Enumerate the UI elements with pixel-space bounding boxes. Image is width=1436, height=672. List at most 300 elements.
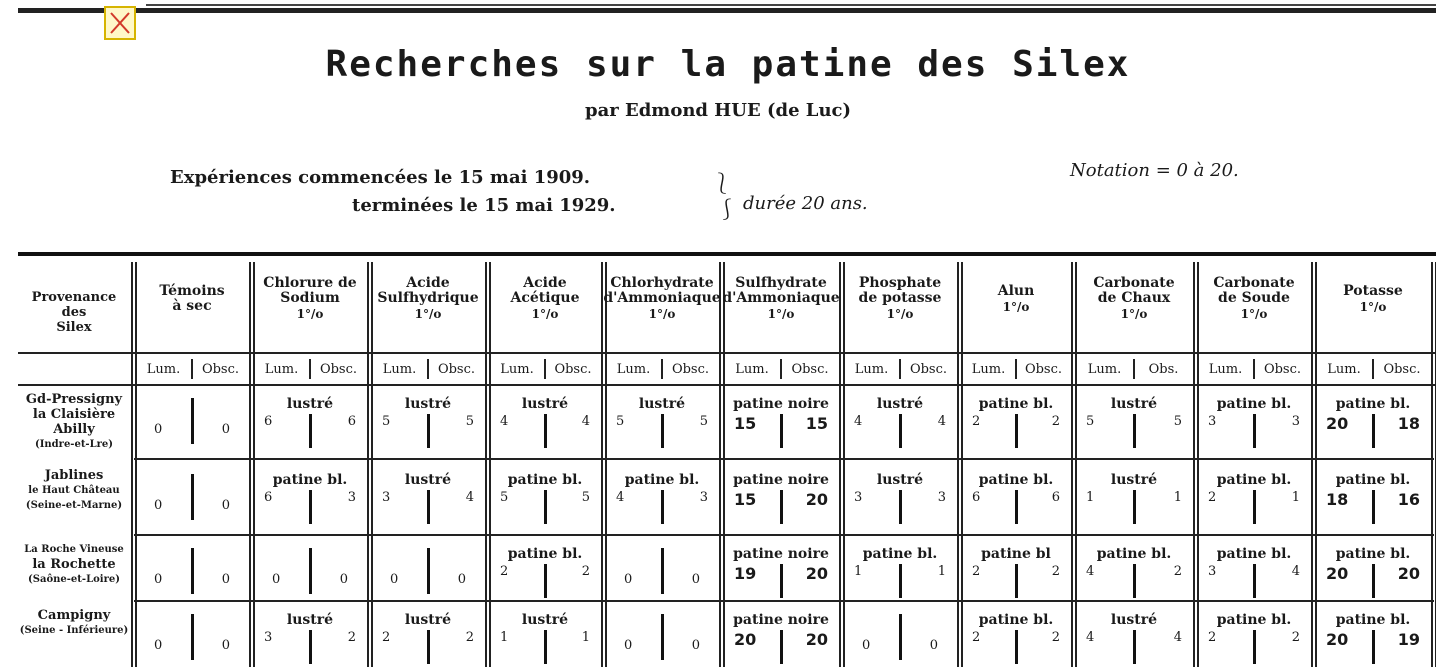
cell-divider: [1372, 564, 1375, 598]
cell-obsc-value: 2: [1173, 564, 1182, 579]
cell-divider: [427, 490, 430, 524]
column-header: [1198, 276, 1310, 356]
cell-obsc-value: 3: [1291, 414, 1300, 429]
cell-label: patine bl.: [978, 612, 1054, 628]
column-header-line: Chlorure de: [263, 275, 357, 291]
subheader-obsc: Obsc.: [909, 361, 948, 377]
cell-obsc-value: 5: [581, 490, 590, 505]
cell-lum-value: 1: [500, 630, 509, 645]
column-header: [844, 276, 956, 356]
page-title: Recherches sur la patine des Silex: [325, 44, 1131, 85]
cell-lum-value: 15: [734, 414, 757, 433]
cell-divider: [1133, 414, 1136, 448]
cell-divider: [191, 548, 194, 594]
column-subheader: [844, 357, 956, 381]
cell-obsc-value: 1: [1291, 490, 1300, 505]
cell-divider: [191, 474, 194, 520]
cell-obsc-value: 2: [347, 630, 356, 645]
cell-divider: [1253, 414, 1256, 448]
experiment-start: Expériences commencées le 15 mai 1909.: [170, 167, 591, 188]
table-cell: [1318, 396, 1428, 456]
column-header-line: Acétique: [510, 290, 580, 306]
row-label-line: le Haut Château: [28, 485, 120, 496]
cell-label: patine bl.: [862, 546, 938, 562]
cell-divider: [544, 414, 547, 448]
brace-bottom: ⎰: [717, 197, 737, 221]
table-cell: [1078, 396, 1190, 456]
subheader-obsc: Obsc.: [437, 361, 476, 377]
cell-obsc-value: 2: [1051, 414, 1060, 429]
row-rule: [134, 458, 1434, 460]
column-subheader: [490, 357, 600, 381]
row-header-title-line: Provenance: [31, 290, 117, 305]
cell-divider: [1372, 414, 1375, 448]
cell-lum-value: 0: [624, 638, 633, 653]
cell-divider: [1372, 630, 1375, 664]
cell-lum-value: 0: [862, 638, 871, 653]
table-cell: [1318, 472, 1428, 532]
header-rule: [18, 384, 1436, 386]
cell-lum-value: 5: [500, 490, 509, 505]
cell-label: lustré: [404, 612, 452, 628]
subheader-lum: Lum.: [382, 361, 417, 377]
subheader-lum: Lum.: [500, 361, 534, 377]
column-separator: [1431, 262, 1436, 667]
cell-obsc-value: 5: [1173, 414, 1182, 429]
column-header: [136, 284, 248, 364]
cell-lum-value: 2: [500, 564, 509, 579]
cell-obsc-value: 2: [465, 630, 474, 645]
subheader-obsc: Obs.: [1148, 361, 1179, 377]
column-subheader: [724, 357, 838, 381]
cell-divider: [899, 564, 902, 598]
cell-obsc-value: 1: [937, 564, 946, 579]
subheader-lum: Lum.: [1087, 361, 1122, 377]
cell-obsc-value: 20: [805, 630, 828, 649]
cell-label: patine bl.: [1335, 612, 1411, 628]
subheader-obsc: Obsc.: [1383, 361, 1421, 377]
cell-lum-value: 2: [972, 414, 981, 429]
cell-divider: [661, 414, 664, 448]
cell-obsc-value: 3: [699, 490, 708, 505]
cell-obsc-value: 0: [929, 638, 938, 653]
cell-label: lustré: [521, 612, 569, 628]
cell-obsc-value: 3: [937, 490, 946, 505]
cell-lum-value: 0: [154, 572, 163, 587]
column-header: [254, 276, 366, 356]
column-subheader: [606, 357, 718, 381]
table-cell: [374, 546, 482, 606]
column-header: [490, 276, 600, 356]
cell-divider: [1253, 630, 1256, 664]
table-top-rule: [18, 252, 1436, 256]
cell-lum-value: 20: [1326, 630, 1349, 649]
column-header-line: 1°/o: [296, 307, 324, 321]
column-header: [603, 275, 721, 356]
top-rule: [18, 8, 1436, 13]
table-cell: [726, 546, 836, 606]
cell-lum-value: 18: [1326, 490, 1349, 509]
cell-label: patine bl: [981, 546, 1051, 562]
cell-divider: [780, 490, 783, 524]
cell-lum-value: 4: [854, 414, 863, 429]
column-subheader: [254, 357, 366, 381]
cell-obsc-value: 0: [457, 572, 466, 587]
table-cell: [1078, 472, 1190, 532]
cell-divider: [309, 414, 312, 448]
table-cell: [256, 472, 364, 532]
cell-divider: [780, 564, 783, 598]
table-cell: [138, 396, 246, 456]
column-header-line: Sodium: [280, 290, 340, 306]
table-cell: [846, 612, 954, 672]
cell-obsc-value: 2: [1291, 630, 1300, 645]
cell-divider: [1015, 414, 1018, 448]
cell-obsc-value: 4: [1291, 564, 1300, 579]
row-label-line: (Seine-et-Marne): [25, 500, 123, 511]
cell-label: patine bl.: [978, 396, 1054, 412]
cell-label: patine bl.: [272, 472, 348, 488]
column-header-line: de Soude: [1218, 290, 1290, 306]
cell-divider: [544, 490, 547, 524]
column-header-line: Témoins: [159, 283, 225, 299]
cell-divider: [1133, 564, 1136, 598]
column-header-line: 1°/o: [648, 307, 676, 321]
cell-divider: [1133, 490, 1136, 524]
cell-lum-value: 2: [1208, 630, 1217, 645]
subheader-lum: Lum.: [854, 361, 889, 377]
cell-label: patine bl.: [507, 472, 583, 488]
column-header-line: Acide: [406, 275, 450, 291]
cell-divider: [780, 630, 783, 664]
row-rule: [134, 600, 1434, 602]
column-header-line: Chlorhydrate: [610, 275, 714, 291]
cell-divider: [661, 490, 664, 524]
subheader-lum: Lum.: [1327, 361, 1361, 377]
cell-label: lustré: [286, 396, 334, 412]
row-label-line: (Saône-et-Loire): [28, 574, 120, 585]
table-cell: [726, 612, 836, 672]
cell-lum-value: 4: [616, 490, 625, 505]
cell-label: lustré: [1110, 396, 1158, 412]
cell-divider: [1015, 630, 1018, 664]
column-subheader: [372, 357, 484, 381]
cell-divider: [1372, 490, 1375, 524]
row-header-title-line: Silex: [56, 320, 92, 335]
row-label-line: Jablines: [44, 468, 104, 483]
cell-lum-value: 4: [500, 414, 509, 429]
column-header-line: 1°/o: [1240, 307, 1268, 321]
cell-obsc-value: 20: [805, 564, 828, 583]
cell-obsc-value: 3: [347, 490, 356, 505]
subheader-obsc: Obsc.: [1263, 361, 1302, 377]
cell-divider: [309, 490, 312, 524]
table-cell: [846, 396, 954, 456]
table-cell: [608, 612, 716, 672]
subheader-lum: Lum.: [146, 361, 181, 377]
cell-divider: [309, 630, 312, 664]
subheader-lum: Lum.: [616, 361, 651, 377]
close-button[interactable]: [104, 6, 136, 40]
row-label: [18, 542, 130, 587]
cell-divider: [661, 548, 664, 594]
table-cell: [1078, 546, 1190, 606]
cell-obsc-value: 2: [1051, 564, 1060, 579]
cell-lum-value: 4: [1086, 564, 1095, 579]
cell-obsc-value: 2: [1051, 630, 1060, 645]
cell-lum-value: 6: [972, 490, 981, 505]
cell-obsc-value: 19: [1397, 630, 1420, 649]
column-header-line: Potasse: [1343, 283, 1403, 299]
cell-divider: [780, 414, 783, 448]
table-cell: [1200, 546, 1308, 606]
experiment-duration: durée 20 ans.: [743, 193, 868, 214]
cell-divider: [1015, 564, 1018, 598]
cell-obsc-value: 5: [465, 414, 474, 429]
table-cell: [608, 472, 716, 532]
cell-divider: [899, 614, 902, 660]
experiment-end: terminées le 15 mai 1929.: [352, 195, 616, 216]
cell-label: patine bl.: [1335, 546, 1411, 562]
column-header-line: Phosphate: [858, 275, 942, 291]
column-header-line: 1°/o: [1359, 300, 1387, 314]
row-label-line: Gd-Pressigny: [25, 392, 123, 407]
cell-lum-value: 1: [1086, 490, 1095, 505]
cell-label: patine bl.: [1096, 546, 1172, 562]
column-header-line: Sulfhydrate: [735, 275, 827, 291]
table-cell: [138, 612, 246, 672]
cell-label: patine bl.: [1216, 472, 1292, 488]
cell-obsc-value: 0: [691, 638, 700, 653]
cell-lum-value: 0: [154, 638, 163, 653]
cell-obsc-value: 0: [221, 572, 230, 587]
brace-top: ⎱: [712, 171, 732, 195]
author-line: par Edmond HUE (de Luc): [584, 100, 852, 121]
table-cell: [138, 546, 246, 606]
cell-obsc-value: 15: [805, 414, 828, 433]
cell-label: lustré: [1110, 472, 1158, 488]
cell-obsc-value: 20: [805, 490, 828, 509]
table-cell: [726, 472, 836, 532]
cell-lum-value: 6: [264, 414, 273, 429]
column-subheader: [1198, 357, 1310, 381]
cell-obsc-value: 0: [691, 572, 700, 587]
column-header-line: Acide: [523, 275, 567, 291]
table-cell: [608, 396, 716, 456]
row-label: [18, 608, 130, 638]
row-label-line: (Indre-et-Lre): [35, 439, 113, 450]
table-cell: [492, 472, 598, 532]
cell-label: patine bl.: [1216, 546, 1292, 562]
row-label: [18, 392, 130, 452]
cell-obsc-value: 6: [347, 414, 356, 429]
cell-divider: [899, 414, 902, 448]
subheader-lum: Lum.: [1208, 361, 1243, 377]
subheader-obsc: Obsc.: [671, 361, 710, 377]
cell-lum-value: 0: [390, 572, 399, 587]
table-cell: [374, 472, 482, 532]
cell-lum-value: 3: [264, 630, 273, 645]
cell-divider: [427, 548, 430, 594]
cell-label: patine bl.: [1216, 612, 1292, 628]
table-cell: [374, 612, 482, 672]
cell-label: patine bl.: [978, 472, 1054, 488]
cell-label: lustré: [1110, 612, 1158, 628]
cell-label: patine bl.: [507, 546, 583, 562]
column-header-line: de potasse: [858, 290, 942, 306]
row-label-line: la Rochette: [32, 557, 116, 572]
cell-lum-value: 20: [1326, 564, 1349, 583]
subheader-lum: Lum.: [971, 361, 1006, 377]
table-cell: [964, 396, 1068, 456]
cell-lum-value: 4: [1086, 630, 1095, 645]
cell-lum-value: 5: [616, 414, 625, 429]
cell-label: lustré: [638, 396, 686, 412]
cell-divider: [427, 630, 430, 664]
table-cell: [1200, 472, 1308, 532]
cell-obsc-value: 0: [221, 498, 230, 513]
row-label-line: la Claisière: [32, 407, 116, 422]
top-rule-thin: [146, 4, 1436, 6]
column-header-line: 1°/o: [531, 307, 559, 321]
column-header: [372, 276, 484, 356]
row-label-line: La Roche Vineuse: [24, 544, 124, 555]
table-cell: [1200, 396, 1308, 456]
subheader-obsc: Obsc.: [201, 361, 240, 377]
cell-divider: [191, 614, 194, 660]
cell-lum-value: 0: [154, 422, 163, 437]
column-header: [724, 276, 838, 356]
column-header: [1316, 284, 1430, 364]
row-label-line: Abilly: [53, 422, 95, 437]
column-header: [1076, 276, 1192, 356]
cell-lum-value: 20: [734, 630, 757, 649]
cell-lum-value: 19: [734, 564, 757, 583]
column-header-line: Alun: [997, 283, 1035, 299]
column-header-line: Sulfhydrique: [377, 290, 479, 306]
cell-obsc-value: 16: [1397, 490, 1420, 509]
subheader-obsc: Obsc.: [319, 361, 358, 377]
cell-obsc-value: 4: [937, 414, 946, 429]
cell-obsc-value: 4: [1173, 630, 1182, 645]
column-subheader: [1316, 357, 1430, 381]
cell-obsc-value: 20: [1397, 564, 1420, 583]
table-cell: [1078, 612, 1190, 672]
column-header-line: 1°/o: [767, 307, 795, 321]
row-header-title-line: des: [61, 305, 87, 320]
row-label-line: Campigny: [37, 608, 111, 623]
cell-label: patine noire: [733, 546, 829, 562]
cell-obsc-value: 18: [1397, 414, 1420, 433]
table-cell: [1200, 612, 1308, 672]
cell-label: lustré: [286, 612, 334, 628]
cell-lum-value: 3: [854, 490, 863, 505]
table-cell: [846, 546, 954, 606]
column-header-line: Carbonate: [1213, 275, 1295, 291]
cell-lum-value: 2: [972, 630, 981, 645]
cell-lum-value: 6: [264, 490, 273, 505]
table-cell: [726, 396, 836, 456]
cell-obsc-value: 4: [581, 414, 590, 429]
cell-obsc-value: 6: [1051, 490, 1060, 505]
column-header-line: Carbonate: [1093, 275, 1175, 291]
row-rule: [134, 534, 1434, 536]
cell-label: patine bl.: [624, 472, 700, 488]
close-icon: [108, 10, 132, 36]
cell-obsc-value: 5: [699, 414, 708, 429]
column-header-line: 1°/o: [886, 307, 914, 321]
row-header-title: [18, 290, 130, 370]
column-subheader: [962, 357, 1070, 381]
table-cell: [964, 472, 1068, 532]
cell-label: patine noire: [733, 612, 829, 628]
column-subheader: [136, 357, 248, 381]
cell-lum-value: 5: [1086, 414, 1095, 429]
cell-divider: [544, 564, 547, 598]
cell-label: lustré: [876, 396, 924, 412]
cell-lum-value: 1: [854, 564, 863, 579]
cell-label: lustré: [876, 472, 924, 488]
cell-divider: [191, 398, 194, 444]
cell-lum-value: 3: [1208, 414, 1217, 429]
cell-lum-value: 0: [154, 498, 163, 513]
cell-divider: [899, 490, 902, 524]
column-header-line: d'Ammoniaque: [603, 290, 721, 306]
cell-lum-value: 0: [624, 572, 633, 587]
cell-obsc-value: 0: [339, 572, 348, 587]
column-header-line: à sec: [172, 298, 212, 314]
column-header-line: d'Ammoniaque: [722, 290, 840, 306]
table-cell: [256, 396, 364, 456]
table-cell: [964, 612, 1068, 672]
cell-lum-value: 20: [1326, 414, 1349, 433]
cell-label: lustré: [521, 396, 569, 412]
table-cell: [492, 612, 598, 672]
subheader-lum: Lum.: [735, 361, 769, 377]
cell-obsc-value: 0: [221, 422, 230, 437]
table-cell: [1318, 546, 1428, 606]
table-cell: [492, 396, 598, 456]
cell-label: lustré: [404, 472, 452, 488]
table-cell: [492, 546, 598, 606]
cell-label: lustré: [404, 396, 452, 412]
cell-lum-value: 2: [972, 564, 981, 579]
row-label: [18, 468, 130, 513]
cell-label: patine bl.: [1335, 396, 1411, 412]
cell-divider: [1133, 630, 1136, 664]
table-cell: [138, 472, 246, 532]
cell-divider: [544, 630, 547, 664]
cell-divider: [427, 414, 430, 448]
cell-lum-value: 3: [1208, 564, 1217, 579]
cell-lum-value: 2: [382, 630, 391, 645]
cell-lum-value: 5: [382, 414, 391, 429]
cell-obsc-value: 1: [581, 630, 590, 645]
column-header-line: 1°/o: [1120, 307, 1148, 321]
cell-divider: [1253, 490, 1256, 524]
cell-lum-value: 3: [382, 490, 391, 505]
table-cell: [256, 546, 364, 606]
cell-obsc-value: 1: [1173, 490, 1182, 505]
subheader-obsc: Obsc.: [1024, 361, 1063, 377]
subheader-obsc: Obsc.: [554, 361, 592, 377]
cell-lum-value: 0: [272, 572, 281, 587]
cell-label: patine bl.: [1216, 396, 1292, 412]
cell-divider: [309, 548, 312, 594]
cell-lum-value: 15: [734, 490, 757, 509]
table-cell: [846, 472, 954, 532]
column-header-line: 1°/o: [414, 307, 442, 321]
